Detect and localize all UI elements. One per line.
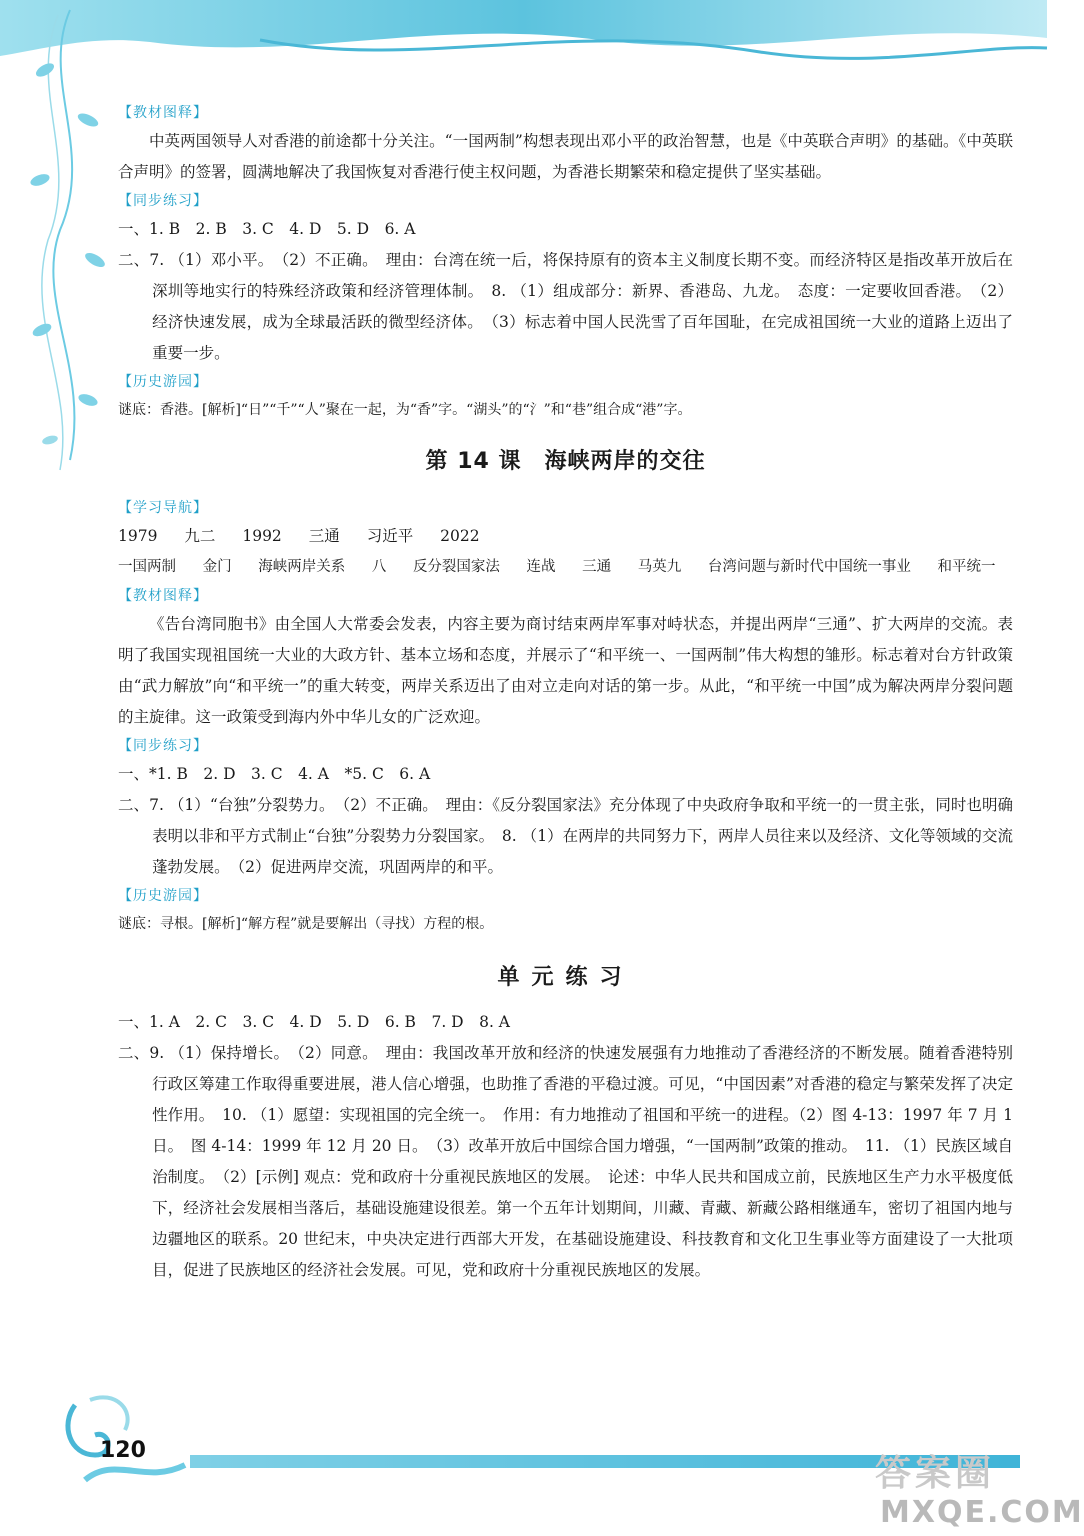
nav-item: 连战	[526, 559, 556, 575]
section-tag-tongbu-2: 【同步练习】	[118, 738, 208, 754]
section-tag-tucai-2: 【教材图释】	[118, 588, 208, 604]
nav-item: 2022	[440, 527, 480, 545]
nav-item: 1992	[242, 527, 282, 545]
vine-decoration	[0, 0, 130, 520]
nav-item: 三通	[308, 527, 340, 545]
nav-item: 九二	[184, 527, 216, 545]
short-answer-block-2: 二、7. （1）“台独”分裂势力。 （2）不正确。 理由：《反分裂国家法》充分体现了中央政府争取和平统一的一贯主张，同时也明确表明以非和平方式制止“台独”分裂势力分裂国家。 8. （1）在两岸的共同努力下，两岸人员往来以及经济、文化等领域的交流蓬勃发展。 （2）促进两岸交流，巩固两岸的和平。	[118, 796, 1013, 876]
section-tag-tucai: 【教材图释】	[118, 105, 208, 121]
unit-multiple-choice: 一、1. A 2. C 3. C 4. D 5. D 6. B 7. D 8. A	[118, 1013, 511, 1031]
riddle-answer-2: 谜底：寻根。[解析]“解方程”就是要解出（寻找）方程的根。	[118, 916, 494, 932]
nav-item: 和平统一	[937, 559, 996, 575]
nav-row-1	[118, 521, 1013, 552]
nav-item: 一国两制	[118, 559, 176, 575]
short-answer-block: 二、7. （1）邓小平。 （2）不正确。 理由：台湾在统一后，将保持原有的资本主义制度长期不变。而经济特区是指改革开放后在深圳等地实行的特殊经济政策和经济管理体制。 8. （1）组成部分：新界、香港岛、九龙。 态度：一定要收回香港。 （2）经济快速发展，成为全球最活跃的微型经济体。 （3）标志着中国人民洗雪了百年国耻，在完成祖国统一大业的道路上迈出了重要一步。	[118, 251, 1013, 362]
multiple-choice-answers-2: 一、*1. B 2. D 3. C 4. A *5. C 6. A	[118, 765, 431, 783]
answer-content	[118, 100, 1013, 1286]
riddle-answer: 谜底：香港。[解析]“日”“千”“人”聚在一起，为“香”字。“湖头”的“氵”和“巷”组合成“港”字。	[118, 402, 692, 418]
nav-item: 八	[371, 559, 387, 575]
nav-item: 台湾问题与新时代中国统一事业	[707, 559, 911, 575]
section-tag-lishi-2: 【历史游园】	[118, 888, 208, 904]
nav-item: 海峡两岸关系	[258, 559, 346, 575]
watermark-url: MXQE.COM	[880, 1495, 1084, 1530]
unit-title: 单元练习	[497, 965, 634, 990]
watermark-logo: 答案圈	[875, 1453, 996, 1494]
lesson-title: 第 14 课 海峡两岸的交往	[425, 449, 706, 474]
nav-item: 反分裂国家法	[412, 559, 500, 575]
unit-short-answer-block: 二、9. （1）保持增长。 （2）同意。 理由：我国改革开放和经济的快速发展强有力地推动了香港经济的不断发展。随着香港特别行政区筹建工作取得重要进展，港人信心增强，也助推了香港的平稳过渡。可见，“中国因素”对香港的稳定与繁荣发挥了决定性作用。 10. （1）愿望：实现祖国的完全统一。 作用：有力地推动了祖国和平统一的进程。（2）图 4-13：1997 年 7 月 1 日。 图 4-14：1999 年 12 月 20 日。 （3）改革开放后中国综合国力增强，“一国两制”政策的推动。 11. （1）民族区域自治制度。 （2）[示例] 观点：党和政府十分重视民族地区的发展。 论述：中华人民共和国成立前，民族地区生产力水平极度低下，经济社会发展相当落后，基础设施建设很差。第一个五年计划期间，川藏、青藏、新藏公路相继通车，密切了祖国内地与边疆地区的联系。20 世纪末，中央决定进行西部大开发，在基础设施建设、科技教育和文化卫生事业等方面建设了一大批项目，促进了民族地区的经济社会发展。可见，党和政府十分重视民族地区的发展。	[118, 1044, 1013, 1279]
section-tag-daohang: 【学习导航】	[118, 500, 208, 516]
page-number: 120	[100, 1438, 146, 1463]
nav-item: 三通	[582, 559, 612, 575]
nav-item: 金门	[202, 559, 232, 575]
tucai-paragraph: 中英两国领导人对香港的前途都十分关注。“一国两制”构想表现出邓小平的政治智慧，也是《中英联合声明》的基础。《中英联合声明》的签署，圆满地解决了我国恢复对香港行使主权问题，为香港长期繁荣和稳定提供了坚实基础。	[118, 132, 1013, 181]
nav-item: 1979	[118, 527, 158, 545]
nav-item: 习近平	[366, 527, 414, 545]
section-tag-tongbu: 【同步练习】	[118, 193, 208, 209]
nav-row-2	[118, 552, 1013, 583]
nav-item: 马英九	[637, 559, 682, 575]
multiple-choice-answers: 一、1. B 2. B 3. C 4. D 5. D 6. A	[118, 220, 416, 238]
section-tag-lishi: 【历史游园】	[118, 374, 208, 390]
tucai-paragraph-2: 《告台湾同胞书》由全国人大常委会发表，内容主要为商讨结束两岸军事对峙状态，并提出两岸“三通”、扩大两岸的交流。表明了我国实现祖国统一大业的大政方针、基本立场和态度，并展示了“和平统一、一国两制”伟大构想的雏形。标志着对台方针政策由“武力解放”向“和平统一”的重大转变，两岸关系迈出了由对立走向对话的第一步。从此，“和平统一中国”成为解决两岸分裂问题的主旋律。这一政策受到海内外中华儿女的广泛欢迎。	[118, 615, 1013, 726]
